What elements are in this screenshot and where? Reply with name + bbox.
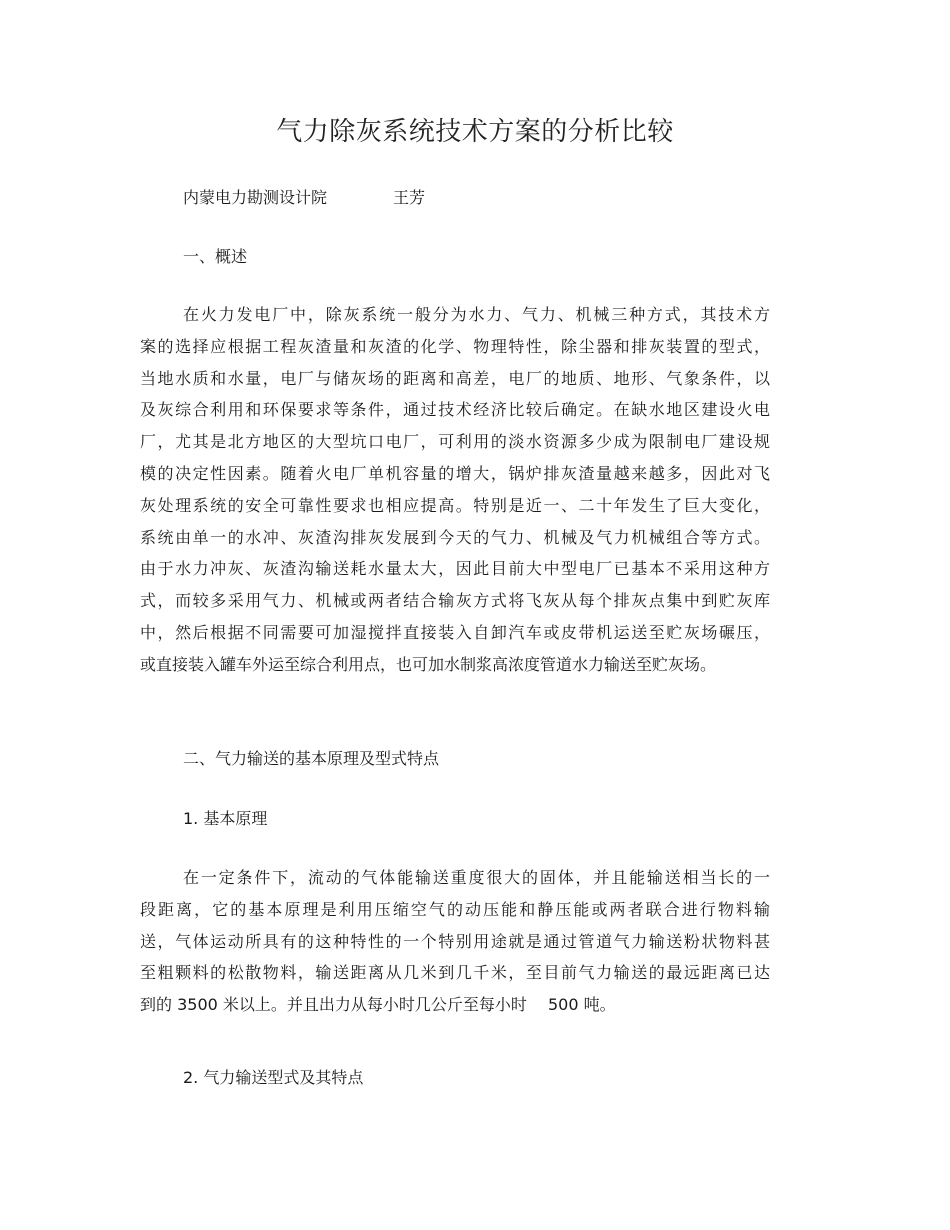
paragraph-line: 及灰综合利用和环保要求等条件，通过技术经济比较后确定。在缺水地区建设火电 [140,400,770,420]
paragraph-line: 段距离，它的基本原理是利用压缩空气的动压能和静压能或两者联合进行物料输 [140,899,770,919]
paragraph-basic-principle [140,862,770,1021]
author: 王芳 [393,188,426,207]
paragraph-line: 案的选择应根据工程灰渣量和灰渣的化学、物理特性，除尘器和排灰装置的型式， [140,336,770,356]
paragraph-line: 送，气体运动所具有的这种特性的一个特别用途就是通过管道气力输送粉状物料甚 [140,931,770,951]
section-heading-overview: 一、概述 [183,247,248,266]
paragraph-line: 模的决定性因素。随着火电厂单机容量的增大，锅炉排灰渣量越来越多，因此对飞 [140,463,770,483]
paragraph-line: 灰处理系统的安全可靠性要求也相应提高。特别是近一、二十年发生了巨大变化， [140,495,770,515]
paragraph-line: 在一定条件下，流动的气体能输送重度很大的固体，并且能输送相当长的一 [183,868,770,887]
section-heading-principles: 二、气力输送的基本原理及型式特点 [183,749,440,768]
institution: 内蒙电力勘测设计院 [183,188,328,207]
paragraph-line: 至粗颗料的松散物料，输送距离从几米到几千米，至目前气力输送的最远距离已达 [140,963,770,983]
paragraph-overview [140,299,770,681]
paragraph-line: 当地水质和水量，电厂与储灰场的距离和高差，电厂的地质、地形、气象条件，以 [140,368,770,388]
paragraph-line: 到的 3500 米以上。并且出力从每小时几公斤至每小时 500 吨。 [140,995,616,1015]
byline [183,186,425,210]
paragraph-line: 或直接装入罐车外运至综合利用点，也可加水制浆高浓度管道水力输送至贮灰场。 [140,654,717,674]
paragraph-line: 系统由单一的水冲、灰渣沟排灰发展到今天的气力、机械及气力机械组合等方式。 [140,527,770,547]
paragraph-line: 中，然后根据不同需要可加湿搅拌直接装入自卸汽车或皮带机运送至贮灰场碾压， [140,622,770,642]
paragraph-line: 式，而较多采用气力、机械或两者结合输灰方式将飞灰从每个排灰点集中到贮灰库 [140,591,770,611]
subsection-heading-conveying-types: 2. 气力输送型式及其特点 [183,1068,364,1087]
document-title: 气力除灰系统技术方案的分析比较 [276,117,674,147]
paragraph-line: 厂，尤其是北方地区的大型坑口电厂，可利用的淡水资源多少成为限制电厂建设规 [140,432,770,452]
paragraph-line: 在火力发电厂中，除灰系统一般分为水力、气力、机械三种方式，其技术方 [183,305,770,324]
paragraph-line: 由于水力冲灰、灰渣沟输送耗水量太大，因此目前大中型电厂已基本不采用这种方 [140,559,770,579]
subsection-heading-basic-principle: 1. 基本原理 [183,809,268,828]
